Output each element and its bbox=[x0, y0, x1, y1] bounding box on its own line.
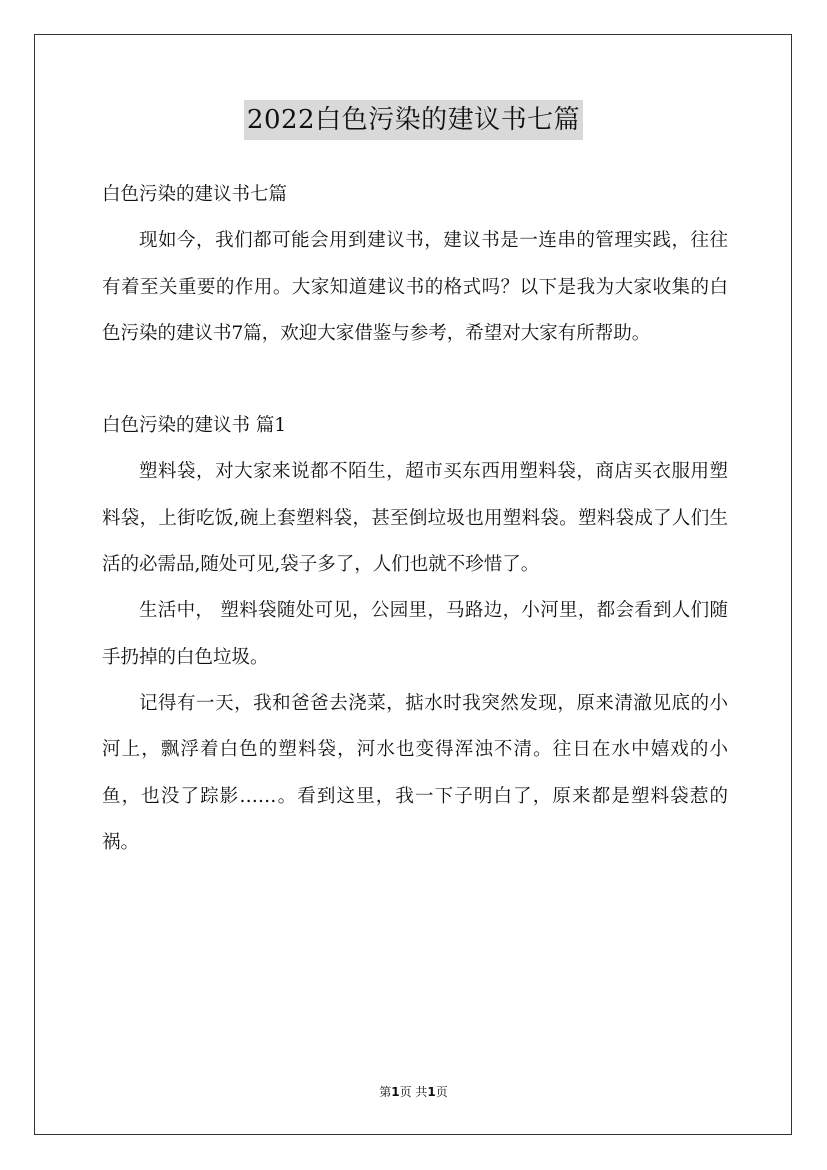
document-subtitle: 白色污染的建议书七篇 bbox=[102, 184, 288, 205]
title-container bbox=[0, 100, 827, 140]
body-paragraph-2: 生活中， 塑料袋随处可见，公园里，马路边，小河里，都会看到人们随手扔掉的白色垃圾。 bbox=[102, 600, 728, 668]
section-heading: 白色污染的建议书 篇1 bbox=[102, 415, 287, 437]
body-paragraph-1: 塑料袋，对大家来说都不陌生，超市买东西用塑料袋，商店买衣服用塑料袋，上街吃饭,碗上套塑料袋，甚至倒垃圾也用塑料袋。塑料袋成了人们生活的必需品,随处可见,袋子多了，人们也就不珍惜了。 bbox=[102, 461, 728, 576]
footer-page-suffix: 页 bbox=[435, 1085, 448, 1099]
page-footer bbox=[0, 1083, 827, 1101]
body-paragraph-3: 记得有一天，我和爸爸去浇菜，掂水时我突然发现，原来清澈见底的小河上，飘浮着白色的塑料袋，河水也变得浑浊不清。往日在水中嬉戏的小鱼，也没了踪影……。看到这里，我一下子明白了，原来都是塑料袋惹的祸。 bbox=[102, 692, 728, 853]
document-body bbox=[102, 172, 728, 866]
footer-page-number: 1 bbox=[391, 1085, 400, 1099]
section-gap bbox=[102, 357, 728, 403]
footer-page-prefix: 第 bbox=[379, 1085, 392, 1099]
intro-paragraph: 现如今，我们都可能会用到建议书，建议书是一连串的管理实践，往往有着至关重要的作用。大家知道建议书的格式吗？以下是我为大家收集的白色污染的建议书7篇，欢迎大家借鉴与参考，希望对大家有所帮助。 bbox=[102, 230, 728, 344]
footer-page-mid: 页 共 bbox=[399, 1085, 428, 1099]
footer-page-total: 1 bbox=[427, 1085, 436, 1099]
document-title: 2022白色污染的建议书七篇 bbox=[244, 100, 583, 140]
